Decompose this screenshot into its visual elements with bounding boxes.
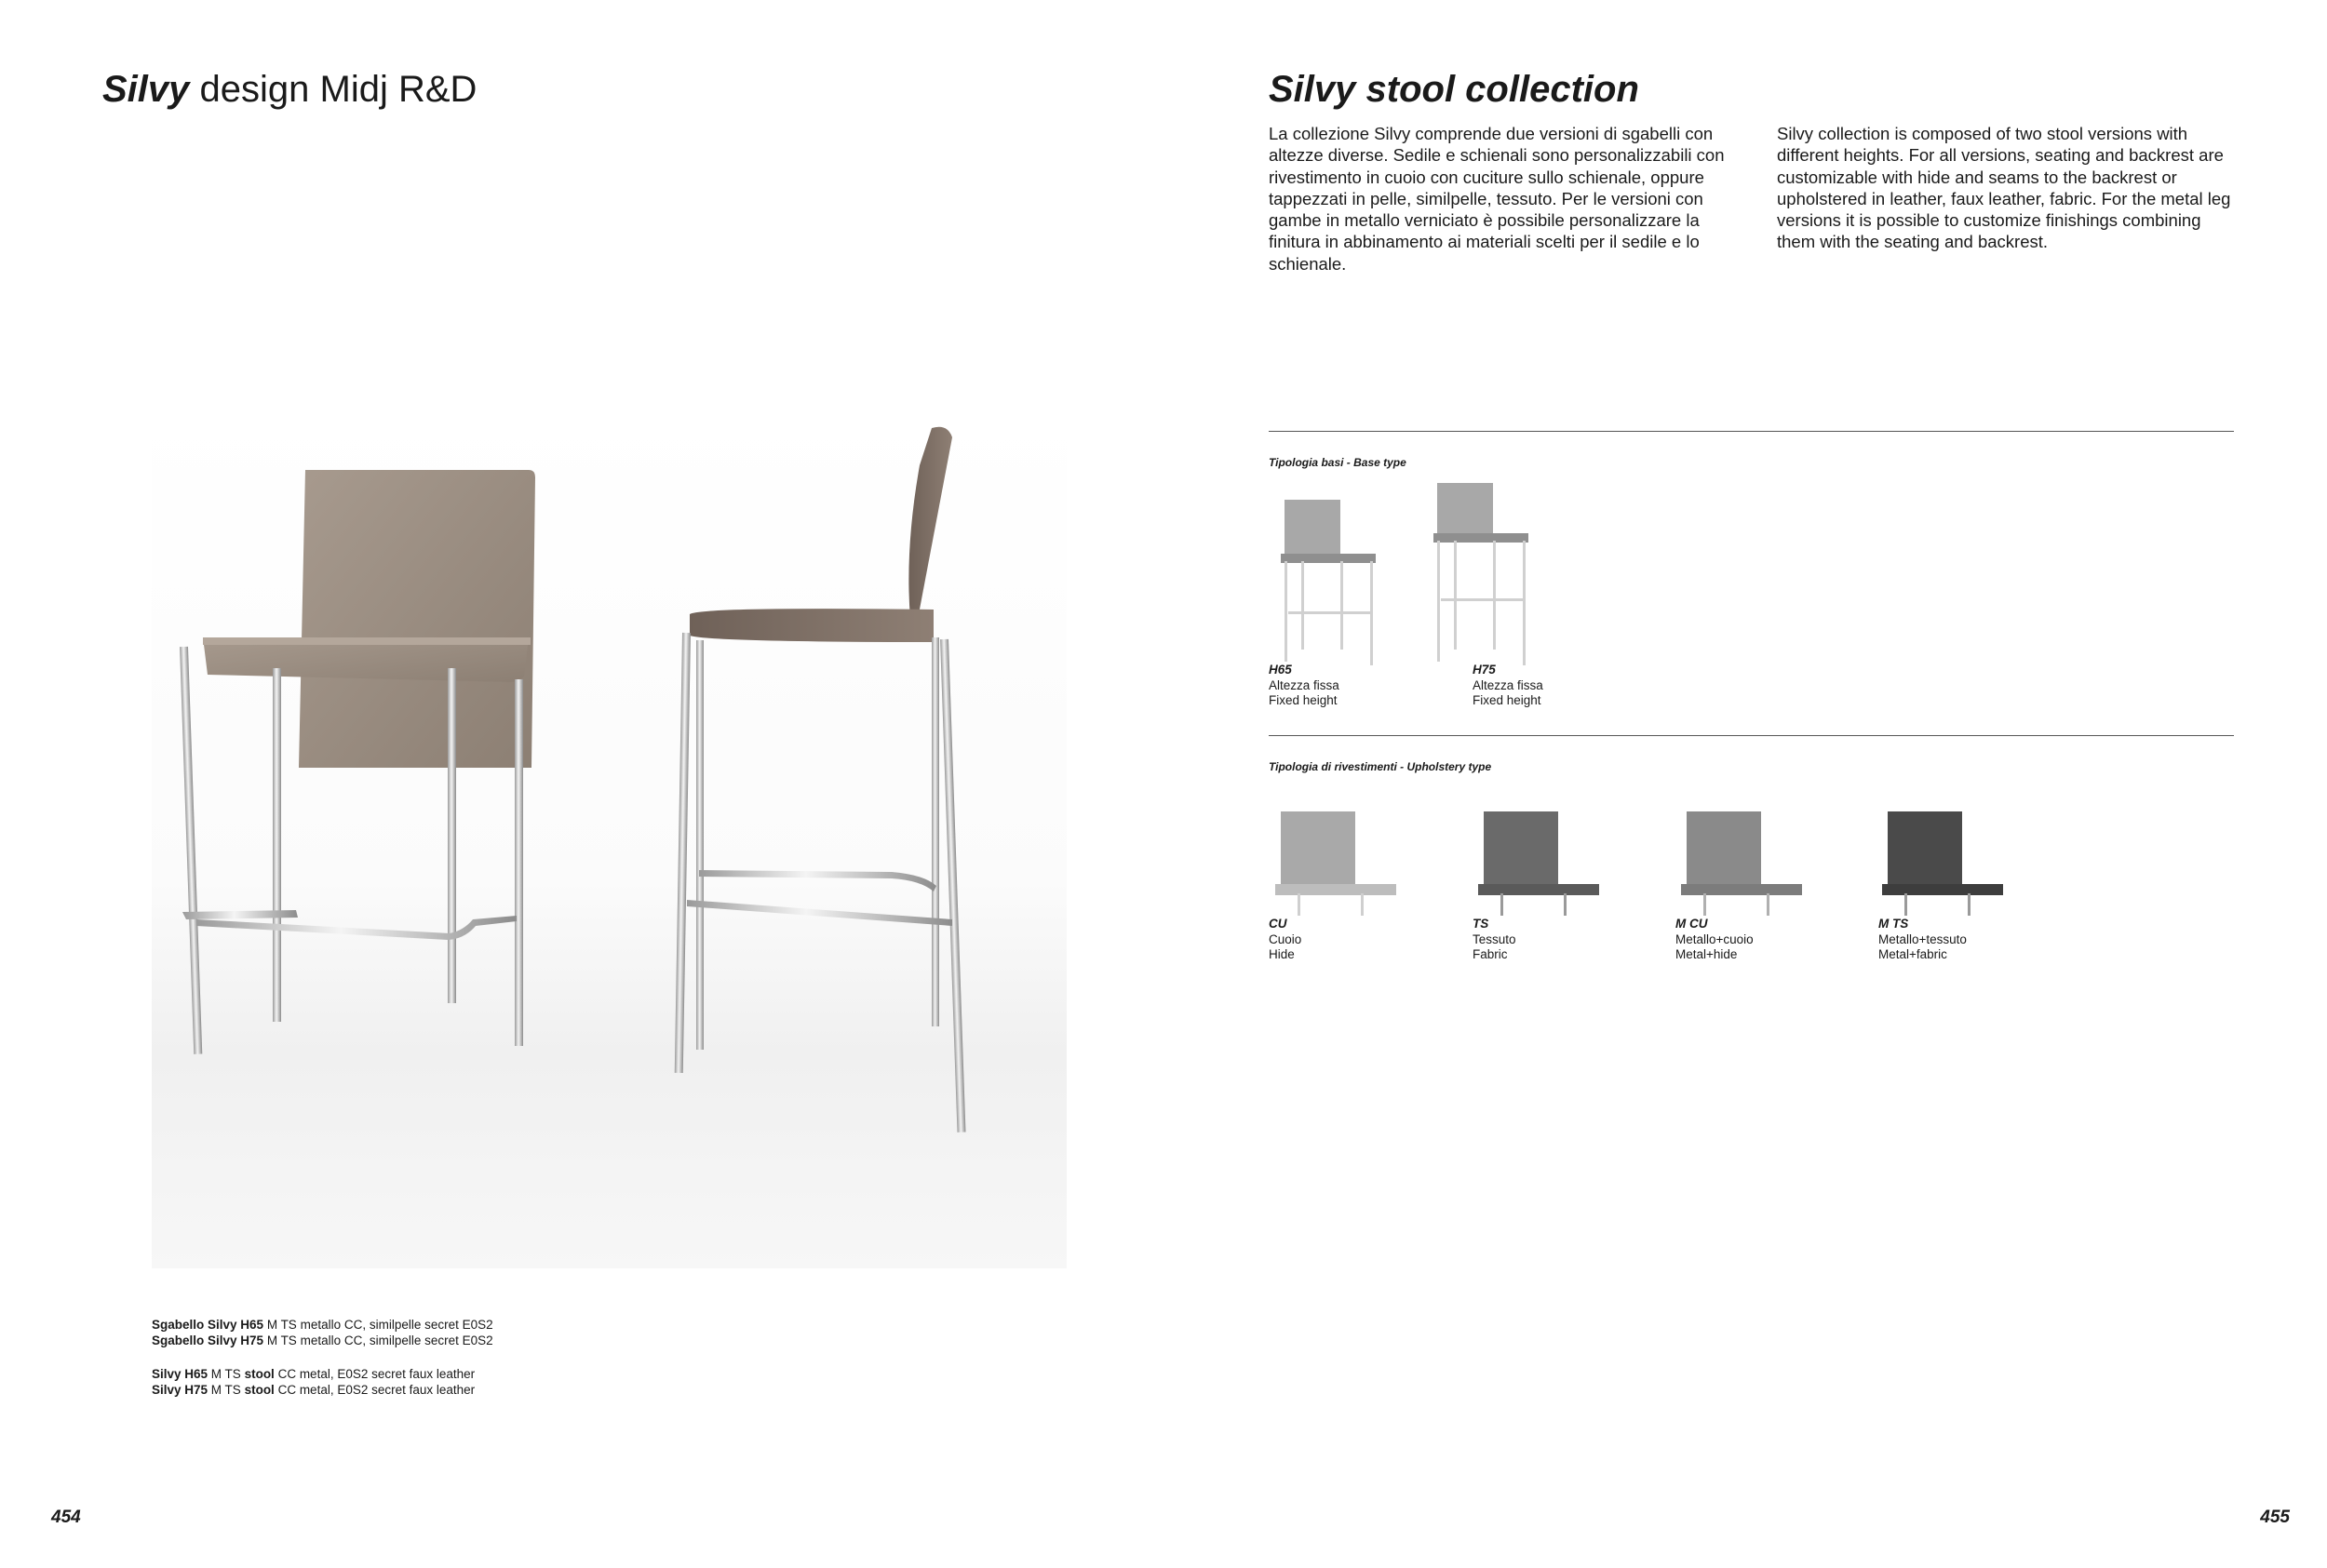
upholstery-desc-en: Hide: [1269, 947, 1295, 961]
caption-line: [152, 1366, 475, 1382]
thumb-h65: [1273, 479, 1376, 665]
caption-spec: M TS: [208, 1383, 245, 1397]
upholstery-caption-ts: [1473, 917, 1516, 963]
upholstery-desc-it: Cuoio: [1269, 931, 1302, 946]
upholstery-caption-m-cu: [1675, 917, 1754, 963]
caption-spec: CC metal, E0S2 secret faux leather: [274, 1367, 476, 1381]
caption-model: Silvy H65: [152, 1367, 208, 1381]
thumb-cu: [1275, 811, 1401, 916]
upholstery-desc-en: Fabric: [1473, 947, 1508, 961]
caption-type: stool: [244, 1383, 275, 1397]
caption-type: stool: [244, 1367, 275, 1381]
caption-italian: [152, 1317, 493, 1348]
page-number-left: 454: [51, 1508, 81, 1527]
caption-model: Sgabello Silvy H65: [152, 1318, 264, 1332]
upholstery-ts-icon: [1478, 811, 1604, 916]
thumb-m-cu: [1681, 811, 1807, 916]
intro-text-italian: La collezione Silvy comprende due versioni di sgabelli con altezze diverse. Sedile e schienali sono personalizzabili con rivestimento in cuoio con cuciture sullo schienale, oppure tappezzati in pelle, similpelle, tessuto. Per le versioni con gambe in metallo verniciato è possibile personalizzare la finitura in abbinamento ai materiali scelti per il sedile e lo schienale.: [1269, 124, 1725, 274]
upholstery-desc-en: Metal+hide: [1675, 947, 1738, 961]
hero-photo-stools: [152, 409, 1067, 1268]
caption-spec: M TS metallo CC, similpelle secret E0S2: [263, 1318, 493, 1332]
caption-line: [152, 1333, 493, 1348]
title-product-name: Silvy: [102, 69, 190, 110]
thumb-h75: [1426, 479, 1528, 665]
base-desc-en: Fixed height: [1473, 693, 1541, 707]
thumb-m-ts: [1882, 811, 2008, 916]
caption-line: [152, 1317, 493, 1333]
caption-english: [152, 1366, 475, 1398]
caption-spec: M TS: [208, 1367, 245, 1381]
upholstery-caption-cu: [1269, 917, 1301, 963]
right-page-title: Silvy stool collection: [1269, 69, 1639, 110]
upholstery-type-label: Tipologia di rivestimenti - Upholstery type: [1269, 760, 1492, 773]
base-type-label: Tipologia basi - Base type: [1269, 456, 1406, 469]
base-desc-it: Altezza fissa: [1269, 677, 1339, 692]
upholstery-desc-it: Metallo+tessuto: [1878, 931, 1967, 946]
left-page-title: [102, 65, 477, 114]
section-divider: [1269, 735, 2234, 736]
intro-text-english: Silvy collection is composed of two stool versions with different heights. For all versions, seating and backrest are customizable with hide and seams to the backrest or upholstered in leather, faux leather, fabric. For the metal leg versions it is possible to customize finishings combining them with the seating and backrest.: [1777, 124, 2231, 252]
upholstery-code: M CU: [1675, 917, 1708, 931]
thumb-ts: [1478, 811, 1604, 916]
title-designer: design Midj R&D: [189, 69, 478, 110]
stool-front: [180, 470, 535, 1054]
upholstery-caption-m-ts: [1878, 917, 1967, 963]
base-caption-h75: [1473, 663, 1543, 709]
base-code: H75: [1473, 663, 1496, 677]
stools-illustration: [152, 409, 1067, 1268]
upholstery-code: TS: [1473, 917, 1489, 931]
stool-h65-icon: [1273, 479, 1376, 665]
upholstery-desc-en: Metal+fabric: [1878, 947, 1947, 961]
section-divider: [1269, 431, 2234, 432]
base-desc-it: Altezza fissa: [1473, 677, 1543, 692]
base-caption-h65: [1269, 663, 1339, 709]
caption-spec: M TS metallo CC, similpelle secret E0S2: [263, 1333, 493, 1347]
upholstery-code: CU: [1269, 917, 1287, 931]
caption-model: Sgabello Silvy H75: [152, 1333, 264, 1347]
upholstery-code: M TS: [1878, 917, 1909, 931]
upholstery-m-cu-icon: [1681, 811, 1807, 916]
upholstery-m-ts-icon: [1882, 811, 2008, 916]
upholstery-cu-icon: [1275, 811, 1401, 916]
caption-line: [152, 1382, 475, 1398]
upholstery-desc-it: Metallo+cuoio: [1675, 931, 1754, 946]
base-desc-en: Fixed height: [1269, 693, 1338, 707]
caption-model: Silvy H75: [152, 1383, 208, 1397]
base-code: H65: [1269, 663, 1292, 677]
stool-side: [675, 427, 966, 1132]
caption-spec: CC metal, E0S2 secret faux leather: [274, 1383, 476, 1397]
stool-h75-icon: [1426, 479, 1528, 665]
upholstery-desc-it: Tessuto: [1473, 931, 1516, 946]
page-number-right: 455: [2260, 1508, 2290, 1527]
